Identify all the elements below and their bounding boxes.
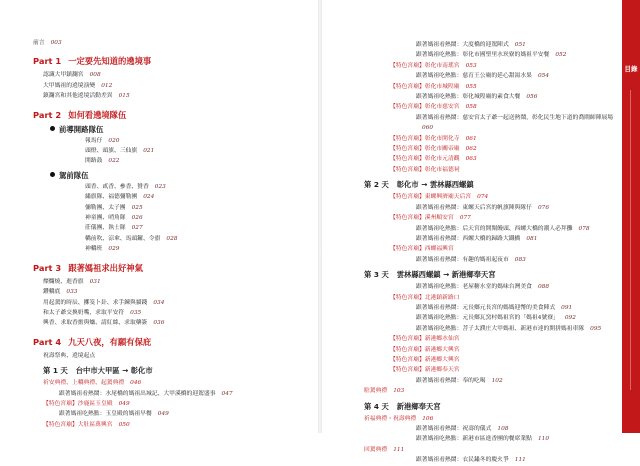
toc-entry-page: 103 <box>393 388 405 395</box>
toc-entry-page: 051 <box>514 42 526 48</box>
toc-entry <box>380 234 605 244</box>
toc-entry-text: 跟著媽祖吃熱點：玉皇殿的媽祖早餐 <box>59 411 152 418</box>
toc-entry-page: 058 <box>465 104 477 111</box>
day3-title: 雲林縣西螺鎮 → 新港鄉奉天宮 <box>396 270 496 280</box>
toc-entry-page: 023 <box>154 183 166 190</box>
part2-title: 如何看遶境隊伍 <box>68 109 127 120</box>
toc-entry-page: 062 <box>465 146 477 153</box>
toc-entry <box>33 298 313 308</box>
toc-entry-page: 052 <box>555 52 567 59</box>
toc-entry-text: 跟著媽祖看熱鬧：有趣的媽祖起夜市 <box>416 256 509 263</box>
toc-entry-text: 彌勒團、太子團 <box>85 204 126 211</box>
day2-heading <box>364 179 605 190</box>
toc-entry-page: 111 <box>393 446 405 453</box>
toc-entry <box>33 399 313 409</box>
side-tab-rule <box>630 90 631 390</box>
toc-entry-page: 083 <box>514 256 526 263</box>
toc-entry-text: 【特色宮廟】彰化市城隍廟 <box>390 83 460 90</box>
toc-entry-page: 012 <box>101 82 113 89</box>
toc-entry <box>380 92 605 102</box>
toc-entry <box>380 144 605 154</box>
toc-entry-text: 頭燈、頭旗、三仙旗 <box>85 148 138 155</box>
side-tab-label: 目錄 <box>624 65 638 73</box>
day4-heading <box>364 401 605 412</box>
toc-entry-text: 【特色宮廟】新港鄉水仙宮 <box>390 336 460 343</box>
part4-intro <box>33 351 313 361</box>
toc-entry-text: 用起駕的時辰、擲筊卜卦、求手鍊與貓錢 <box>43 299 148 306</box>
toc-entry <box>33 308 313 318</box>
chapter-side-tab <box>622 0 640 433</box>
day2-list <box>380 192 605 265</box>
toc-entry-text: 跟著媽祖吃熱點：老屋糖水堂的媽味台灣美食 <box>416 284 532 291</box>
toc-entry-text: 駐駕典禮 <box>364 388 388 395</box>
day3-list <box>364 282 605 396</box>
toc-entry <box>364 386 605 396</box>
toc-entry-page: 020 <box>108 137 120 144</box>
day4-number: 第 4 天 <box>364 401 389 411</box>
toc-entry <box>380 213 605 223</box>
toc-entry-text: 【特色宮廟】北港鎮新路口 <box>390 294 460 301</box>
toc-entry-text: 【特色宮廟】新港鄉大興宮 <box>390 356 460 363</box>
toc-entry <box>380 355 605 365</box>
part1-number: Part 1 <box>33 56 62 67</box>
toc-entry <box>380 134 605 144</box>
toc-entry <box>33 420 313 430</box>
part1-heading <box>33 55 313 67</box>
toc-entry <box>380 192 605 202</box>
toc-entry <box>380 123 605 133</box>
preface-page: 003 <box>50 40 62 46</box>
part3-list <box>33 277 313 329</box>
toc-entry-page: 081 <box>526 235 538 242</box>
toc-entry-text: 跟著媽祖吃熱點：慈育王公廟的延心甜湯水果 <box>416 73 532 80</box>
section-escort-title: 駕前隊伍 <box>59 170 89 180</box>
bullet-icon <box>50 172 55 177</box>
day4-list <box>364 414 605 466</box>
toc-entry-page: 110 <box>537 436 550 443</box>
toc-entry-text: 060 <box>422 125 434 132</box>
toc-entry <box>33 156 313 166</box>
toc-entry-page: 025 <box>131 204 143 211</box>
bullet-icon <box>50 126 55 131</box>
day1-continued-list <box>380 40 614 175</box>
toc-entry <box>380 293 605 303</box>
toc-entry <box>380 224 605 234</box>
toc-entry-text: 跟著媽祖看熱鬧：慈安宮太子爺一起送熱鬧，彰化民生地下道的喬閘師陣展場 <box>416 114 614 121</box>
day1-title: 台中市大甲區 → 彰化市 <box>75 366 153 376</box>
toc-entry <box>380 255 605 265</box>
section-vanguard-title: 前導開路隊伍 <box>59 124 104 134</box>
toc-entry-page: 050 <box>118 421 130 428</box>
toc-entry-page: 015 <box>118 93 130 100</box>
toc-entry-page: 029 <box>108 246 120 253</box>
toc-entry-text: 跟著媽祖看熱鬧：水尾橋的媽祖出城記、大甲溪橋的迎駕盛事 <box>59 390 216 397</box>
section-escort-heading <box>50 170 313 181</box>
toc-entry <box>364 445 605 455</box>
toc-entry-text: 【特色宮廟】彰化市福德祠 <box>390 166 460 173</box>
toc-entry-page: 061 <box>465 135 477 142</box>
toc-entry-text: 【特色宮廟】彰化市關帝廟 <box>390 146 460 153</box>
toc-entry <box>380 313 605 323</box>
toc-entry-text: 跟著媽祖看熱鬧：大度橋的迎駕陣式 <box>416 42 509 48</box>
day1-number: 第 1 天 <box>43 366 68 376</box>
toc-entry-page: 031 <box>89 278 101 285</box>
toc-entry-page: 095 <box>590 325 602 332</box>
toc-entry-page: 026 <box>131 215 143 222</box>
part3-number: Part 3 <box>33 262 62 273</box>
toc-entry-text: 興香、求取香擔與爐、請紅絲、求取藥簽 <box>43 320 148 327</box>
toc-entry-text: 繡旗隊、福德彌勒團 <box>85 194 138 201</box>
toc-entry-text: 開路鼓 <box>85 158 103 165</box>
toc-entry <box>380 244 605 254</box>
toc-entry-text: 跟著媽祖看熱鬧：元長鄉元長宮的媽媽迎幣的美食陣式 <box>416 304 556 311</box>
toc-entry <box>380 50 605 60</box>
toc-entry <box>380 82 605 92</box>
toc-entry-page: 111 <box>514 457 526 464</box>
toc-entry-page: 022 <box>108 158 120 165</box>
preface-entry <box>33 38 313 48</box>
toc-entry-page: 074 <box>477 194 489 201</box>
toc-entry <box>33 192 313 202</box>
toc-entry-text: 【特色宮廟】彰化市元清觀 <box>390 156 460 163</box>
toc-entry-page: 008 <box>89 72 101 79</box>
toc-entry-text: 【特色宮廟】溪州順安宮 <box>390 215 454 222</box>
part1-list <box>33 70 313 101</box>
toc-entry-text: 【特色宮廟】新港鄉大興宮 <box>390 346 460 353</box>
toc-entry-text: 和太子爺交換奶嘴，求取平安符 <box>43 309 125 316</box>
toc-entry-text: 轎前吹、涼傘、馬頭鑼、令旗 <box>85 235 161 242</box>
toc-entry-text: 跟著媽祖吃熱點：元長鄉瓦窯村媽祖宮的「媽祖4號寮」 <box>416 315 559 322</box>
toc-entry-page: 078 <box>578 225 590 232</box>
toc-entry <box>380 303 605 313</box>
toc-entry-page: 106 <box>422 415 434 422</box>
toc-entry <box>33 409 313 419</box>
toc-entry <box>364 414 605 424</box>
toc-entry-text: 神童團、哨角隊 <box>85 215 126 222</box>
day1-heading <box>43 365 313 376</box>
toc-entry-page: 108 <box>497 426 509 432</box>
toc-entry-page: 046 <box>130 380 142 387</box>
toc-entry-page: 077 <box>459 215 471 222</box>
part2-number: Part 2 <box>33 109 62 120</box>
toc-entry <box>33 223 313 233</box>
toc-entry-text: 跟著媽祖看熱鬧：奉的吃喝 <box>416 377 486 384</box>
part4-heading <box>33 336 313 348</box>
toc-entry-text: 【特色宮廟】彰化市慈安宮 <box>390 104 460 111</box>
toc-entry <box>33 277 313 287</box>
toc-entry-text: 跟著媽祖看熱鬧：衣民鏽冬的慶火爭 <box>416 457 509 464</box>
toc-entry <box>380 40 605 50</box>
toc-entry <box>33 136 313 146</box>
toc-entry <box>33 389 313 399</box>
toc-entry-page: 034 <box>153 299 165 306</box>
toc-entry <box>33 234 313 244</box>
toc-entry-text: 認識大甲鎮瀾宮 <box>43 72 84 79</box>
toc-entry-text: 【特色宮廟】彰化市南瑤宮 <box>390 62 460 69</box>
toc-entry-text: 神轎班 <box>85 246 103 253</box>
toc-entry-text: 燦爛燒、進香旗 <box>43 278 84 285</box>
toc-entry-text: 大甲媽祖的遶境演變 <box>43 82 96 89</box>
toc-entry <box>380 282 605 292</box>
toc-entry-page: 033 <box>66 289 78 296</box>
book-gutter <box>318 0 322 433</box>
day4-title: 新港鄉奉天宮 <box>396 401 441 411</box>
toc-entry-text: 【特色宮廟】東螺興濟廟天后宮 <box>390 194 472 201</box>
preface-text: 前言 <box>33 40 45 46</box>
toc-entry-page: 092 <box>564 315 576 322</box>
toc-entry-text: 跟著媽祖吃熱點：彰化城隍廟的素食大餐 <box>416 94 521 101</box>
toc-entry-text: 回駕典禮 <box>364 446 388 453</box>
part2-heading <box>33 109 313 121</box>
toc-entry-page: 091 <box>561 304 573 311</box>
toc-entry <box>380 61 605 71</box>
toc-entry-page: 054 <box>537 73 550 80</box>
toc-entry <box>380 365 605 375</box>
toc-entry <box>380 102 605 112</box>
toc-entry-text: 【特色宮廟】彰化市開化寺 <box>390 135 460 142</box>
toc-entry-text: 鎮瀾宮和其他遶境活動差異 <box>43 93 113 100</box>
toc-entry <box>33 70 313 80</box>
toc-entry-page: 049 <box>157 411 169 418</box>
part1-title: 一定要先知道的遶境事 <box>68 56 152 67</box>
toc-entry-page: 021 <box>143 148 155 155</box>
day3-heading <box>364 269 605 280</box>
day1-list <box>33 378 313 430</box>
toc-entry <box>380 334 605 344</box>
toc-entry <box>33 203 313 213</box>
toc-entry-text: 鑽轎底 <box>43 289 61 296</box>
toc-entry-text: 跟著媽祖看熱鬧：祝壽的儀式 <box>416 426 492 432</box>
toc-entry <box>33 378 313 388</box>
part4-number: Part 4 <box>33 336 62 347</box>
part4-intro-text: 祝壽祭典、遶境起点 <box>43 352 96 359</box>
toc-entry-text: 祈福典禮・祝壽典禮 <box>364 415 417 422</box>
toc-entry-page: 076 <box>537 204 550 211</box>
day2-number: 第 2 天 <box>364 180 389 190</box>
toc-entry <box>380 165 605 175</box>
toc-entry-text: 祈安典禮、上轎典禮、起駕典禮 <box>43 380 125 387</box>
part4-title: 九天八夜，有願有保庇 <box>68 336 152 347</box>
toc-entry <box>33 182 313 192</box>
toc-entry <box>33 81 313 91</box>
toc-entry-text: 【特色宮廟】大肚區萬興宮 <box>43 421 113 428</box>
toc-entry-text: 跟著媽祖吃熱點：新港市區進香團的餐席業點 <box>416 436 532 443</box>
toc-entry <box>33 213 313 223</box>
toc-entry <box>380 345 605 355</box>
toc-entry-page: 047 <box>221 390 233 397</box>
toc-entry-page: 055 <box>465 83 477 90</box>
section-vanguard-heading <box>50 124 313 135</box>
toc-entry-page: 024 <box>143 194 155 201</box>
toc-entry <box>380 203 605 213</box>
toc-entry <box>380 324 605 334</box>
toc-entry <box>380 376 605 386</box>
toc-entry <box>380 113 614 123</box>
toc-entry <box>33 287 313 297</box>
toc-entry-text: 【特色宮廟】新港鄉奉天宮 <box>390 367 460 374</box>
toc-entry-text: 莊儀團、執士隊 <box>85 225 126 232</box>
toc-entry-page: 035 <box>130 309 142 316</box>
toc-entry-page: 088 <box>537 284 550 291</box>
toc-entry-text: 【特色宮廟】沙鹿區玉皇殿 <box>43 400 113 407</box>
day3-number: 第 3 天 <box>364 270 389 280</box>
toc-entry-page: 056 <box>526 94 538 101</box>
toc-entry-text: 跟著媽祖吃熱點：菩子太濮庄大甲媽祖、新港市達的開拼媽祖車隊 <box>416 325 585 332</box>
toc-entry-text: 【特色宮廟】西螺福興宮 <box>390 246 454 253</box>
section-escort-list <box>33 182 313 255</box>
toc-entry <box>33 244 313 254</box>
toc-entry-page: 102 <box>491 377 503 384</box>
left-page-toc <box>33 38 313 430</box>
toc-entry-text: 跟著媽祖吃熱點：彰化市國聖里水崁寮的媽祖平安餐 <box>416 52 550 59</box>
toc-entry-text: 跟著媽祖看熱鬧：西螺大橋的歸路大鐵橋 <box>416 235 521 242</box>
part3-heading <box>33 262 313 274</box>
toc-entry <box>33 318 313 328</box>
toc-entry <box>33 91 313 101</box>
toc-entry <box>380 71 605 81</box>
toc-entry-page: 063 <box>465 156 477 163</box>
section-vanguard-list <box>33 136 313 167</box>
toc-entry <box>33 146 313 156</box>
toc-entry <box>380 154 605 164</box>
toc-entry-page: 036 <box>153 320 165 327</box>
toc-entry-page: 049 <box>118 400 130 407</box>
toc-entry-text: 跟著媽祖吃熱點：后天宮的開閘饅頭、西螺大橋的潮人必拜攤 <box>416 225 573 232</box>
toc-entry <box>380 434 605 444</box>
toc-entry-page: 028 <box>166 235 178 242</box>
toc-entry-text: 跟著媽祖看熱鬧：東螺天后宮的帆旗陣與隊仔 <box>416 204 532 211</box>
toc-entry-text: 報馬仔 <box>85 137 103 144</box>
day2-title: 彰化市 → 雲林縣西螺鎮 <box>396 180 474 190</box>
part3-title: 跟著媽祖求出好神氣 <box>68 262 143 273</box>
toc-entry-page: 027 <box>131 225 143 232</box>
right-page-toc <box>364 40 614 466</box>
toc-entry <box>380 455 605 465</box>
toc-entry-text: 頭香、貳香、參香、贊香 <box>85 183 149 190</box>
toc-entry-page: 053 <box>465 62 477 69</box>
